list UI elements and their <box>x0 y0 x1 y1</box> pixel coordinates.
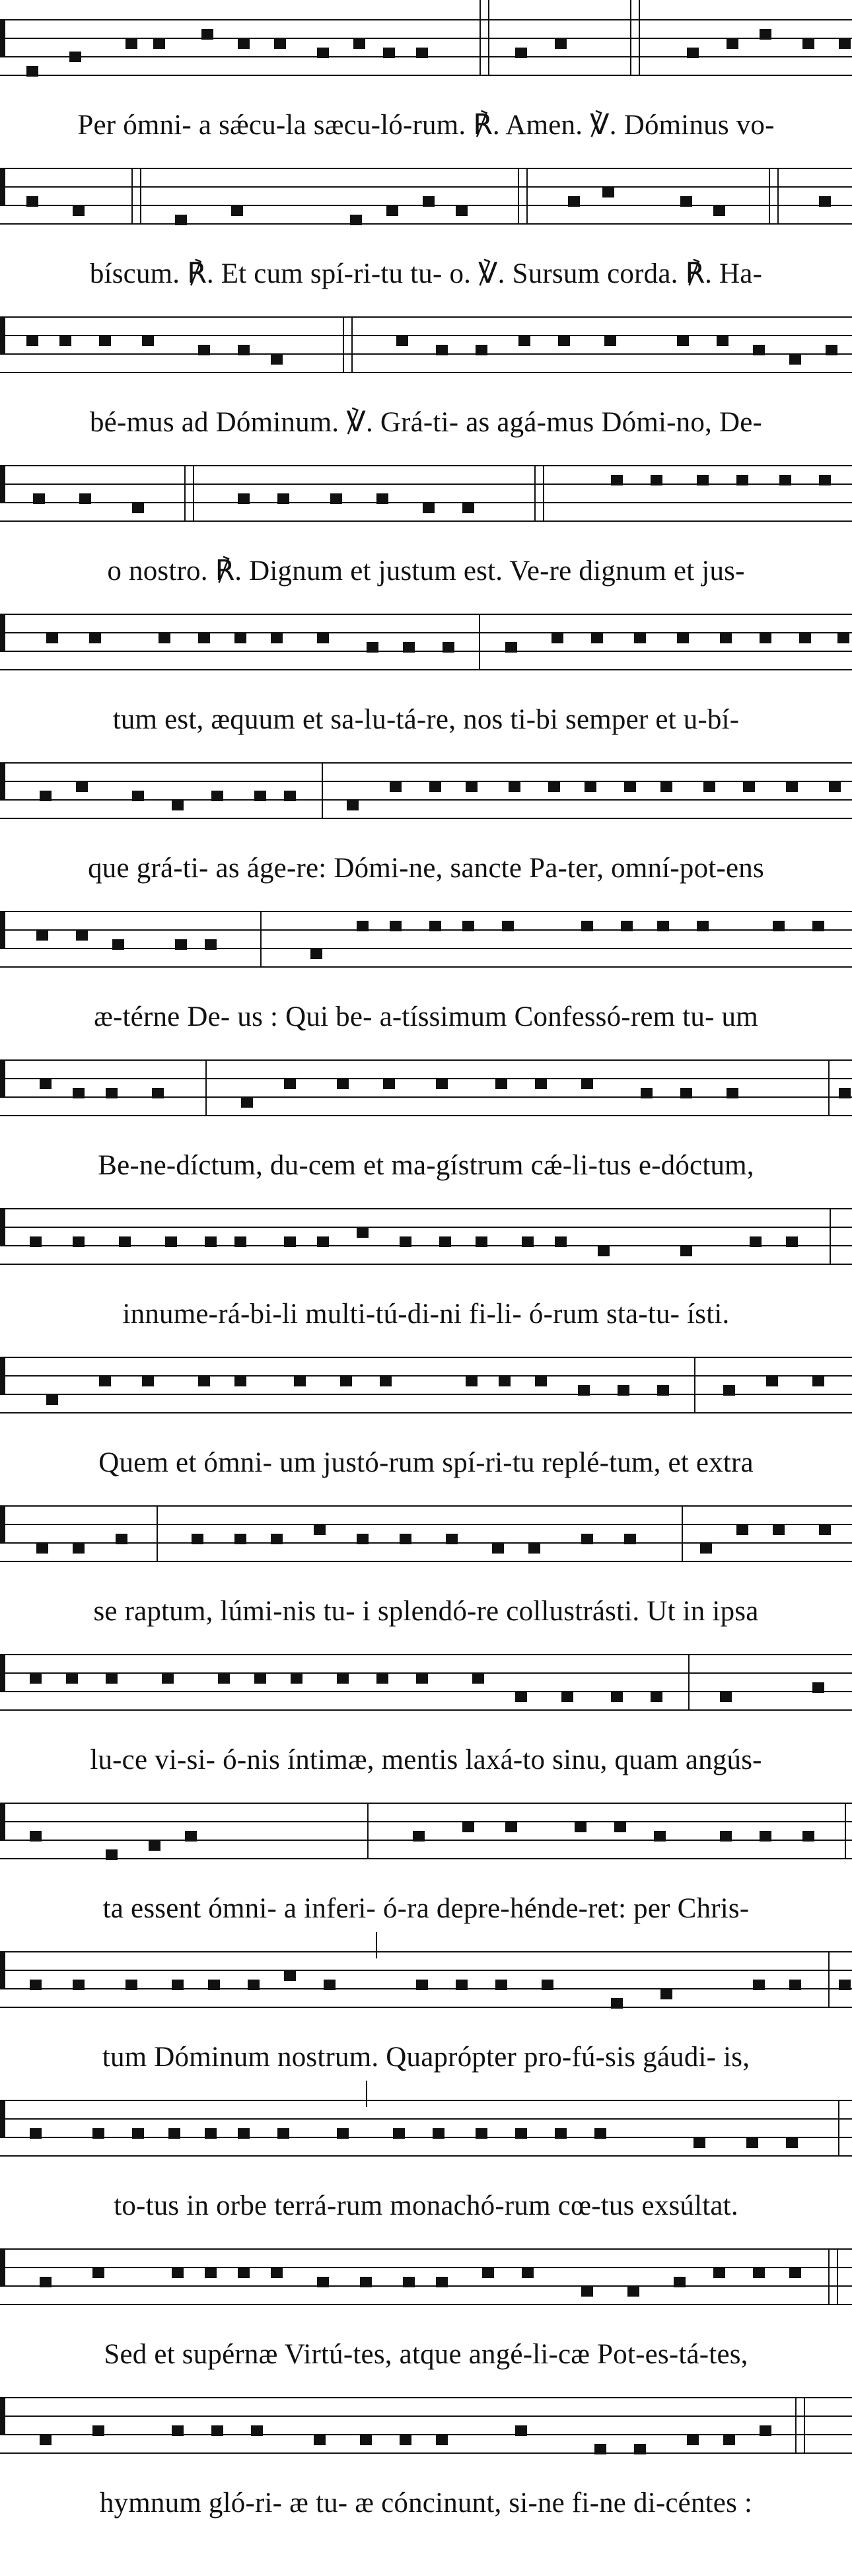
chant-staff <box>0 1189 852 1275</box>
chant-staff <box>0 594 852 680</box>
lyric-line: lu-ce vi-si- ó-nis íntimæ, mentis laxá-to sinu, quam angús- <box>90 1744 762 1775</box>
c-clef-icon <box>0 1060 5 1097</box>
chant-staff <box>0 1338 852 1423</box>
lyric-line: innume-rá-bi-li multi-tú-di-ni fi-li- ó-rum sta-tu- ísti. <box>122 1299 730 1330</box>
chant-staff <box>0 2081 852 2166</box>
c-clef-icon <box>0 20 5 57</box>
chant-staff <box>0 446 852 532</box>
chant-staff <box>0 1486 852 1572</box>
chant-staff <box>0 743 852 829</box>
chant-staff <box>0 297 852 383</box>
c-clef-icon <box>0 614 5 651</box>
lyric-line: bíscum. ℟. Et cum spí-ri-tu tu- o. ℣. Sursum corda. ℟. Ha- <box>89 258 763 289</box>
c-clef-icon <box>0 2398 5 2435</box>
lyric-line: tum Dóminum nostrum. Quaprópter pro-fú-sis gáudi- is, <box>102 2042 750 2073</box>
c-clef-icon <box>0 466 5 503</box>
lyric-line: Quem et ómni- um justó-rum spí-ri-tu replé-tum, et extra <box>98 1447 754 1478</box>
lyric-line: o nostro. ℟. Dignum et justum est. Ve-re dignum et jus- <box>107 555 745 587</box>
c-clef-icon <box>0 763 5 800</box>
chant-staff <box>0 1040 852 1126</box>
c-clef-icon <box>0 168 5 205</box>
chant-staff <box>0 1932 852 2018</box>
c-clef-icon <box>0 1209 5 1246</box>
chant-staff <box>0 2378 852 2464</box>
c-clef-icon <box>0 1655 5 1692</box>
c-clef-icon <box>0 1506 5 1543</box>
c-clef-icon <box>0 317 5 354</box>
c-clef-icon <box>0 1357 5 1394</box>
lyric-line: Be-ne-díctum, du-cem et ma-gístrum cǽ-li-tus e-dóctum, <box>98 1150 754 1181</box>
lyric-line: ta essent ómni- a inferi- ó-ra depre-hénde-ret: per Chris- <box>102 1893 750 1924</box>
c-clef-icon <box>0 2249 5 2286</box>
chant-staff <box>0 1635 852 1721</box>
c-clef-icon <box>0 2100 5 2137</box>
lyric-line: bé-mus ad Dóminum. ℣. Grá-ti- as agá-mus Dómi-no, De- <box>89 407 763 438</box>
chant-system <box>0 2378 852 2576</box>
lyric-line: to-tus in orbe terrá-rum monachó-rum cœ-tus exsúltat. <box>114 2190 738 2221</box>
lyric-line: Per ómni- a sǽcu-la sæcu-ló-rum. ℟. Amen. ℣. Dóminus vo- <box>77 110 775 141</box>
lyric-line: hymnum gló-ri- æ tu- æ cóncinunt, si-ne fi-ne di-céntes : <box>99 2487 753 2519</box>
lyric-line: æ-térne De- us : Qui be- a-tíssimum Confessó-rem tu- um <box>94 1001 758 1032</box>
c-clef-icon <box>0 912 5 948</box>
chant-staff <box>0 2229 852 2315</box>
lyric-line: se raptum, lúmi-nis tu- i splendó-re collustrásti. Ut in ipsa <box>93 1596 759 1627</box>
chant-staff <box>0 892 852 978</box>
c-clef-icon <box>0 1803 5 1840</box>
lyric-line: que grá-ti- as áge-re: Dómi-ne, sancte Pa-ter, omní-pot-ens <box>88 853 764 884</box>
chant-staff <box>0 1783 852 1869</box>
chant-staff <box>0 0 852 86</box>
lyric-line: tum est, æquum et sa-lu-tá-re, nos ti-bi semper et u-bí- <box>112 704 740 735</box>
chant-staff <box>0 149 852 234</box>
c-clef-icon <box>0 1952 5 1989</box>
lyric-line: Sed et supérnæ Virtú-tes, atque angé-li-cæ Pot-es-tá-tes, <box>104 2339 748 2370</box>
